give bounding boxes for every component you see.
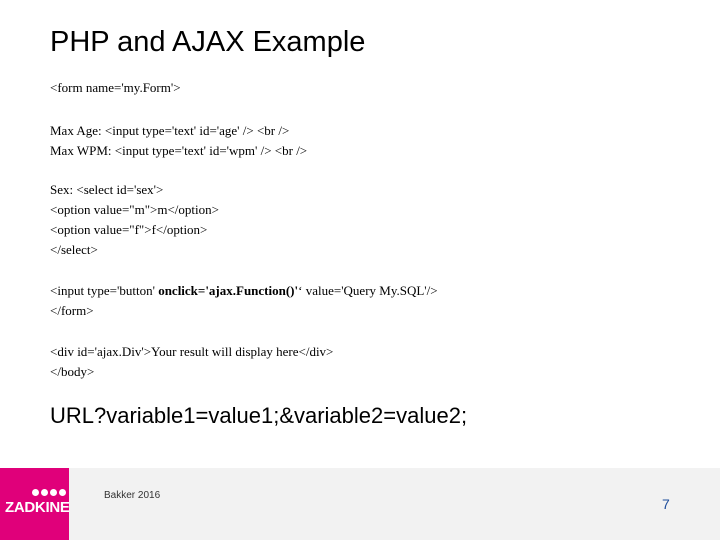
url-pattern: URL?variable1=value1;&variable2=value2;: [50, 403, 468, 428]
code-line-form-close: </form>: [50, 303, 94, 318]
code-line-div: <div id='ajax.Div'>Your result will display here</div>: [50, 344, 334, 359]
zadkine-logo: [0, 468, 69, 540]
logo-text: ZADKINE: [5, 499, 70, 516]
logo-dots-icon: [32, 489, 66, 496]
page-number: 7: [662, 496, 670, 512]
footer-bar: [0, 468, 720, 540]
code-button-prefix: <input type='button': [50, 283, 159, 298]
code-line-max-age: Max Age: <input type='text' id='age' /> <br />: [50, 123, 290, 138]
code-line-button: [50, 281, 438, 301]
code-line-body-close: </body>: [50, 364, 95, 379]
code-button-suffix: ‘ value='Query My.SQL'/>: [298, 283, 438, 298]
footer-author: Bakker 2016: [104, 490, 161, 501]
code-line-max-wpm: Max WPM: <input type='text' id='wpm' /> <br />: [50, 143, 308, 158]
code-line-option-m: <option value="m">m</option>: [50, 202, 219, 217]
slide-title: PHP and AJAX Example: [50, 26, 366, 58]
code-line-option-f: <option value="f">f</option>: [50, 222, 208, 237]
code-button-onclick: onclick='ajax.Function()': [158, 283, 299, 298]
code-line-select-close: </select>: [50, 242, 98, 257]
code-line-form-open: <form name='my.Form'>: [50, 80, 181, 95]
code-line-sex-select: Sex: <select id='sex'>: [50, 182, 164, 197]
